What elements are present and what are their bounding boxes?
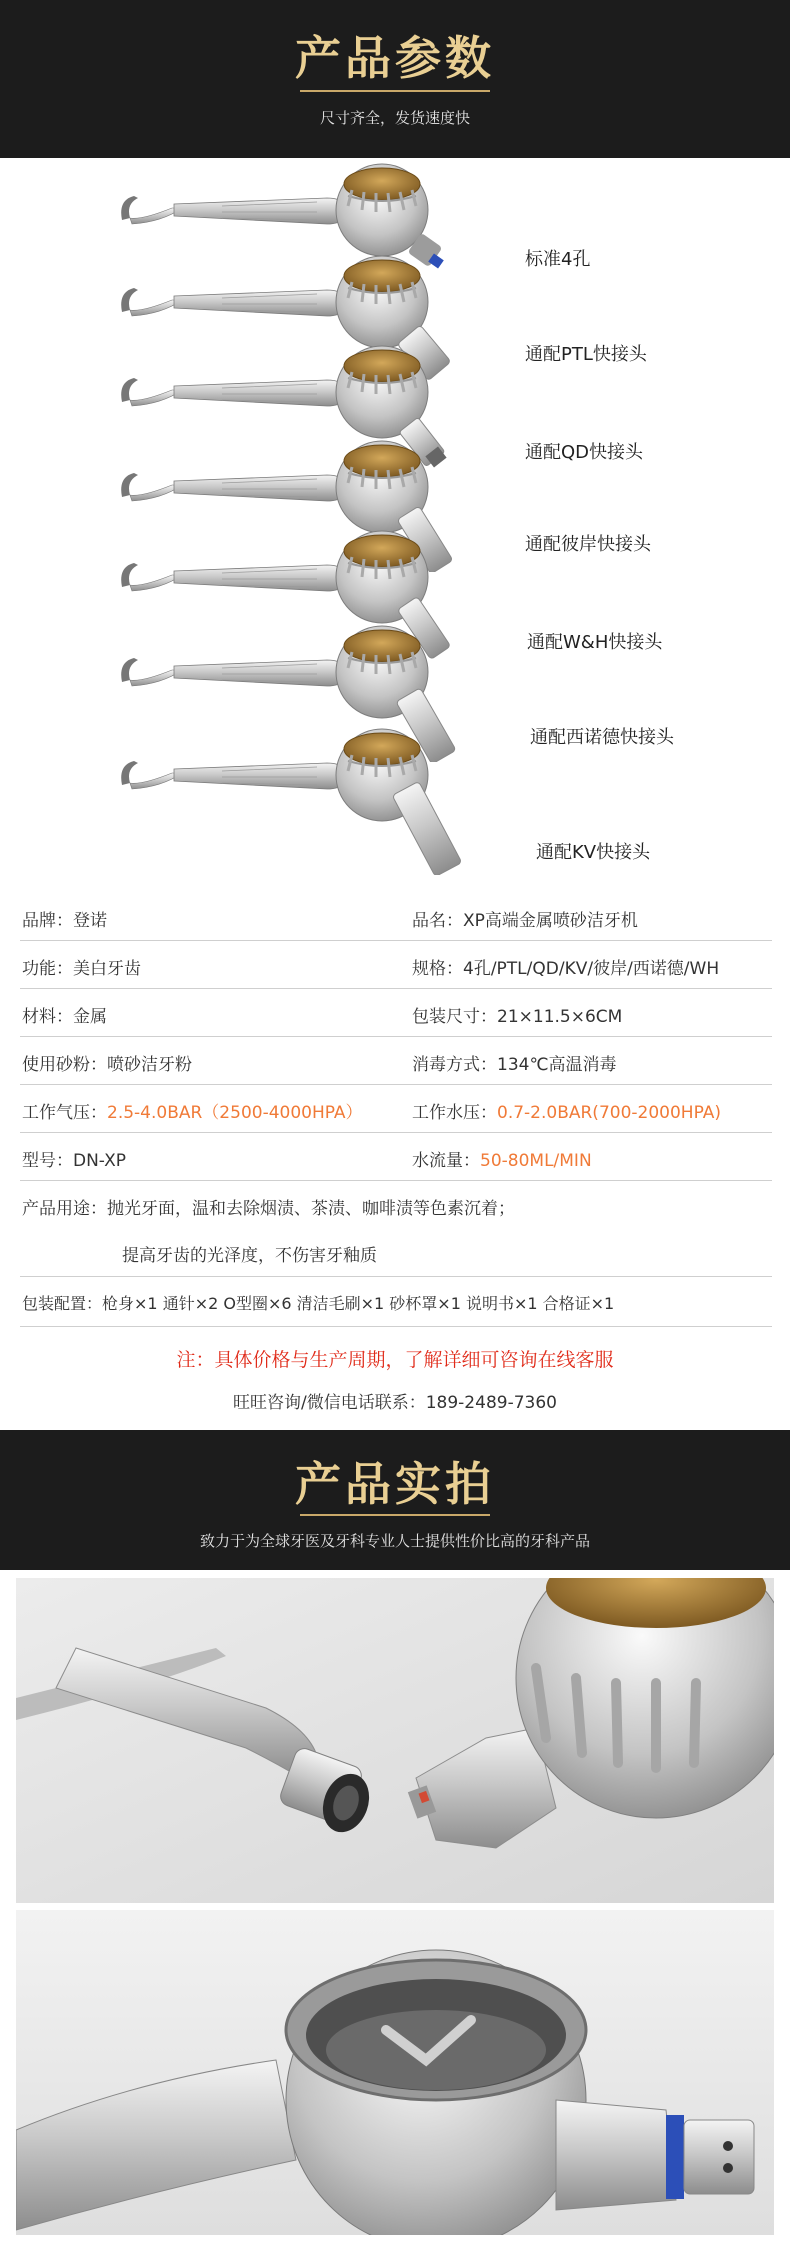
- variant-label: 通配西诺德快接头: [530, 727, 674, 748]
- variant-label: 标准4孔: [525, 249, 591, 270]
- params-title: 产品参数: [295, 31, 495, 85]
- spec-usage-line2: 提高牙齿的光泽度，不伤害牙釉质: [122, 1246, 377, 1266]
- variant-label: 通配PTL快接头: [525, 344, 647, 365]
- spec-row: [20, 893, 772, 941]
- spec-package-size: 包装尺寸：21×11.5×6CM: [412, 1007, 623, 1027]
- spec-powder: 使用砂粉：喷砂洁牙粉: [22, 1055, 192, 1075]
- spec-row: [20, 1037, 772, 1085]
- spec-water-pressure: 工作水压：0.7-2.0BAR(700-2000HPA): [412, 1103, 721, 1123]
- photos-title: 产品实拍: [295, 1457, 495, 1511]
- params-title-underline: [300, 90, 490, 92]
- spec-function: 功能：美白牙齿: [22, 959, 141, 979]
- photos-header-band: [0, 1430, 790, 1570]
- variant-label: 通配W&H快接头: [527, 632, 663, 653]
- handpiece-image-kv: [112, 705, 472, 875]
- product-photo-chamber: [16, 1910, 774, 2235]
- params-header-band: [0, 0, 790, 158]
- photos-subtitle: 致力于为全球牙医及牙科专业人士提供性价比高的牙科产品: [199, 1532, 590, 1550]
- spec-air-pressure: 工作气压：2.5-4.0BAR（2500-4000HPA）: [22, 1103, 363, 1123]
- photos-title-underline: [300, 1514, 490, 1516]
- spec-row-usage: [20, 1181, 772, 1277]
- spec-brand: 品牌：登诺: [22, 911, 107, 931]
- spec-material: 材料：金属: [22, 1007, 107, 1027]
- product-photo-connector: [16, 1578, 774, 1903]
- spec-disinfection: 消毒方式：134℃高温消毒: [412, 1055, 617, 1075]
- spec-row: [20, 1133, 772, 1181]
- spec-row: [20, 941, 772, 989]
- variant-label: 通配QD快接头: [525, 442, 644, 463]
- spec-model: 型号：DN-XP: [22, 1151, 126, 1171]
- spec-row: [20, 1277, 772, 1327]
- product-variants: [0, 160, 790, 870]
- contact-info: 旺旺咨询/微信电话联系：189-2489-7360: [233, 1393, 557, 1413]
- spec-row: [20, 989, 772, 1037]
- variant-label: 通配彼岸快接头: [525, 534, 651, 555]
- spec-usage: 产品用途：抛光牙面，温和去除烟渍、茶渍、咖啡渍等色素沉着；: [22, 1199, 515, 1219]
- variant-label: 通配KV快接头: [536, 842, 651, 863]
- spec-row: [20, 1085, 772, 1133]
- spec-package-content: 包装配置：枪身×1 通针×2 O型圈×6 清洁毛刷×1 砂杯罩×1 说明书×1 合格证×1: [22, 1294, 615, 1313]
- spec-water-flow: 水流量：50-80ML/MIN: [412, 1151, 592, 1171]
- params-subtitle: 尺寸齐全，发货速度快: [319, 109, 470, 127]
- spec-specification: 规格：4孔/PTL/QD/KV/彼岸/西诺德/WH: [412, 959, 720, 979]
- spec-product-name: 品名：XP高端金属喷砂洁牙机: [412, 911, 638, 931]
- price-notice: 注：具体价格与生产周期，了解详细可咨询在线客服: [176, 1349, 614, 1371]
- spec-table: [20, 893, 772, 1327]
